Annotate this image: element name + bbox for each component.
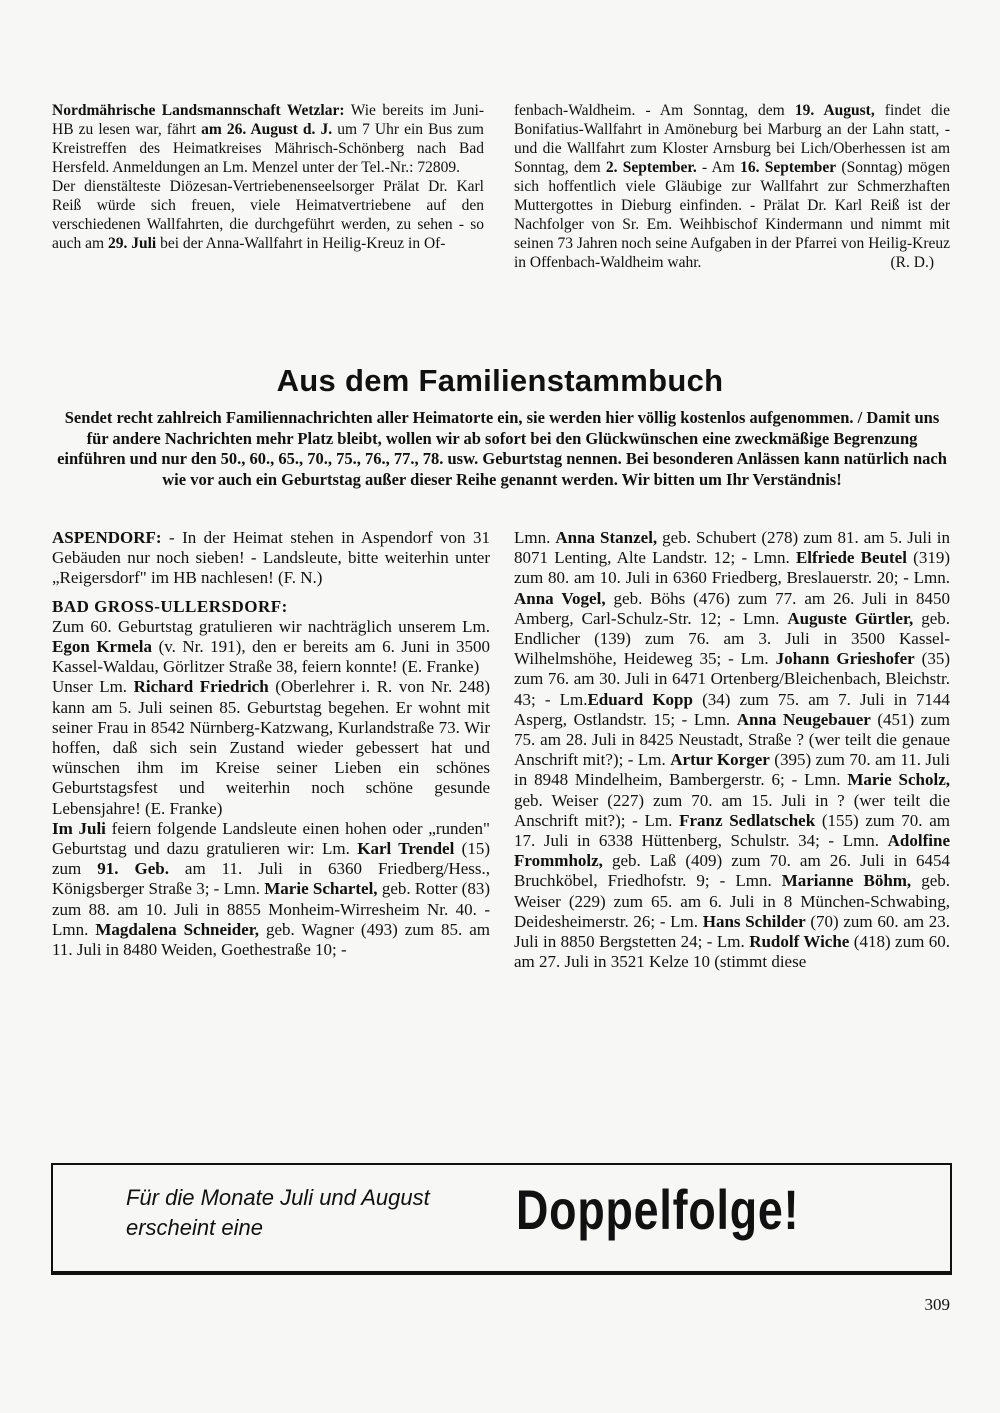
page-number: 309 — [924, 1295, 950, 1314]
top-right-text — [514, 101, 950, 272]
bold-text: Nordmährische Landsmannschaft Wetzlar: — [52, 102, 345, 119]
text-run: - Am — [696, 159, 741, 176]
banner-text — [126, 1183, 430, 1243]
text-run: findet die Bonifatius-Wallfahrt in Amöneburg bei Marburg an der Lahn statt, - und die Wallfahrt zum Kloster Arnsburg bei Lich/Oberhessen ist am Sonntag, dem — [514, 102, 950, 176]
bold-text: am 26. August d. J. — [201, 121, 333, 138]
text-run: bei der Anna-Wallfahrt in Heilig-Kreuz in Of- — [156, 235, 446, 252]
text-run: geb. Rotter (83) zum 88. am 10. Juli in 8855 Monheim-Wirresheim Nr. 40. - Lmn. — [52, 879, 490, 939]
text-run: um 7 Uhr ein Bus zum Kreistreffen des Heimatkreises Mährisch-Schönberg nach Bad Hersfeld. Anmeldungen an Lm. Menzel unter der Tel.-Nr.: 72809. — [52, 121, 484, 176]
text-run: am 11. Juli in 6360 Friedberg/Hess., Königsberger Straße 3; - Lmn. — [52, 859, 490, 899]
bold-text: Marie Schartel, — [264, 879, 378, 899]
author-signature: (R. D.) — [890, 254, 934, 271]
bold-text: Marie Scholz, — [847, 770, 950, 790]
text-run: (418) zum 60. am 27. Juli in 3521 Kelze 10 (stimmt diese — [514, 932, 950, 972]
paragraph — [52, 528, 490, 589]
top-left-column — [52, 101, 484, 253]
text-run: (Sonntag) mögen sich hoffentlich viele Gläubige zur Wallfahrt zur Schmerzhaften Muttergottes in Dieburg einfinden. - Prälat Dr. Karl Reiß ist der Nachfolger von Sr. Em. Weihbischof Kindermann und nimmt mit seinen 73 Jahren noch seine Aufgaben in der Pfarrei von Heilig-Kreuz in Offenbach-Waldheim wahr. — [514, 159, 950, 271]
paragraph — [52, 677, 490, 818]
bold-text: 16. September — [740, 159, 837, 176]
text-run: geb. Endlicher (139) zum 76. am 3. Juli in 3500 Kassel-Wilhelmshöhe, Heideweg 35; - Lm. — [514, 608, 950, 669]
bold-text: ASPENDORF: — [52, 528, 162, 547]
top-right-column — [514, 101, 950, 272]
bold-text: Auguste Gürtler, — [787, 608, 914, 628]
bold-text: Magdalena Schneider, — [95, 919, 259, 939]
paragraph — [52, 177, 484, 253]
text-run: geb. Laß (409) zum 70. am 26. Juli in 6454 Bruchköbel, Friedhofstr. 9; - Lmn. — [514, 851, 950, 891]
bold-text: 91. Geb. — [97, 859, 169, 879]
bold-text: 19. August, — [794, 102, 875, 119]
text-run: Lmn. — [514, 528, 556, 547]
text-run: Unser Lm. — [52, 677, 134, 697]
bold-text: Rudolf Wiche — [749, 932, 850, 952]
bold-text: Elfriede Beutel — [795, 548, 907, 568]
text-run: feiern folgende Landsleute einen hohen oder „runden" Geburtstag und dazu gratulieren wir: Lm. — [52, 818, 490, 859]
bold-text: Artur Korger — [670, 750, 770, 770]
bold-text: Anna Vogel, — [514, 588, 606, 608]
paragraph — [52, 819, 490, 960]
text-run: Wie bereits im Juni-HB zu lesen war, fährt — [52, 102, 485, 138]
text-run: Zum 60. Geburtstag gratulieren wir nachträglich unserem Lm. — [52, 616, 490, 636]
text-run: geb. Weiser (229) zum 65. am 6. Juli in 8 München-Schwabing, Deidesheimerstr. 26; - Lm. — [514, 871, 950, 931]
text-run: geb. Böhs (476) zum 77. am 26. Juli in 8450 Amberg, Carl-Schulz-Str. 12; - Lmn. — [514, 588, 950, 628]
bold-text: Egon Krmela — [52, 637, 153, 657]
main-left-column — [52, 528, 490, 960]
bold-text: Adolfine Frommholz, — [514, 831, 950, 871]
text-run: (451) zum 75. am 28. Juli in 8425 Neustadt, Straße ? (wer teilt die genaue Anschrift mit?); - Lm. — [514, 709, 950, 770]
bold-text: Franz Sedlatschek — [679, 810, 816, 830]
bold-text: Anna Neugebauer — [736, 709, 871, 729]
paragraph — [52, 101, 484, 177]
text-run: (395) zum 70. am 11. Juli in 8948 Mindelheim, Bambergerstr. 6; - Lmn. — [514, 750, 950, 790]
paragraph — [514, 528, 950, 972]
banner-headline: Doppelfolge! — [516, 1178, 800, 1241]
text-run: (35) zum 76. am 30. Juli in 6471 Ortenberg/Bleichenbach, Bleichstr. 43; - Lm. — [514, 649, 950, 709]
announcement-banner — [51, 1163, 952, 1275]
text-run: fenbach-Waldheim. - Am Sonntag, dem — [514, 102, 795, 119]
bold-text: Hans Schilder — [702, 911, 806, 931]
bold-text: Johann Grieshofer — [775, 649, 915, 669]
text-run: (155) zum 70. am 17. Juli in 6338 Hüttenberg, Schulstr. 34; - Lmn. — [514, 810, 951, 851]
text-run: (v. Nr. 191), den er bereits am 6. Juni in 3500 Kassel-Waldau, Görlitzer Straße 38, feiern konnte! (E. Franke) — [52, 637, 490, 677]
notice-text: Sendet recht zahlreich Familiennachrichten aller Heimatorte ein, sie werden hier völlig kostenlos aufgenommen. / Damit uns für andere Nachrichten mehr Platz bleibt, wollen wir ab sofort bei den Glückwünschen eine zweckmäßige Begrenzung einführen und nur den 50., 60., 65., 70., 75., 76., 77., 78. usw. Geburtstag nennen. Bei besonderen Anlässen kann natürlich nach wie vor auch ein Geburtstag außer dieser Reihe genannt werden. Wir bitten um Ihr Verständnis! — [57, 408, 947, 489]
bold-text: 29. Juli — [107, 235, 157, 252]
banner-line-2: erscheint eine — [126, 1215, 263, 1240]
text-run: geb. Schubert (278) zum 81. am 5. Juli in 8071 Lenting, Alte Landstr. 12; - Lmn. — [514, 528, 951, 568]
bold-text: 2. September. — [605, 159, 697, 176]
text-run: (70) zum 60. am 23. Juli in 8850 Bergstetten 24; - Lm. — [514, 911, 950, 952]
paragraph — [52, 617, 490, 678]
text-run: (319) zum 80. am 10. Juli in 6360 Friedberg, Breslauerstr. 20; - Lmn. — [514, 548, 951, 588]
bold-text: Eduard Kopp — [587, 689, 693, 709]
bold-text: Anna Stanzel, — [555, 528, 658, 547]
text-run: Der dienstälteste Diözesan-Vertriebenenseelsorger Prälat Dr. Karl Reiß würde sich freuen, viele Heimatvertriebene auf den verschiedenen Wallfahrten, die durchgeführt werden, zu sehen - so auch am — [52, 178, 484, 252]
section-heading: BAD GROSS-ULLERSDORF: — [52, 596, 288, 616]
text-run: (34) zum 75. am 7. Juli in 7144 Asperg, Ostlandstr. 15; - Lmn. — [514, 689, 950, 729]
bold-text: Richard Friedrich — [133, 677, 269, 697]
main-right-column — [514, 528, 950, 972]
section-title: Aus dem Familienstammbuch — [276, 363, 724, 398]
banner-line-1: Für die Monate Juli und August — [126, 1185, 430, 1210]
bold-text: Marianne Böhm, — [781, 871, 912, 891]
text-run: (15) zum — [52, 839, 490, 879]
text-run: - In der Heimat stehen in Aspendorf von 31 Gebäuden nur noch sieben! - Landsleute, bitte weiterhin unter „Reigersdorf" im HB nachlesen! (F. N.) — [52, 528, 490, 588]
text-run: (Oberlehrer i. R. von Nr. 248) kann am 5. Juli seinen 85. Geburtstag begehen. Er wohnt mit seiner Frau in 8542 Nürnberg-Katzwang, Kurlandstraße 73. Wir hoffen, daß sich sein Zustand wieder gebessert hat und wünschen ihm im Kreise seiner Lieben ein schönes Geburtstagsfest und weiterhin noch schöne gesunde Lebensjahre! (E. Franke) — [52, 677, 490, 818]
section-gap — [52, 589, 490, 597]
paragraph — [514, 101, 950, 272]
bold-text: Im Juli — [52, 818, 106, 838]
text-run: geb. Wagner (493) zum 85. am 11. Juli in 8480 Weiden, Goethestraße 10; - — [52, 919, 490, 960]
bold-text: Karl Trendel — [357, 839, 455, 859]
text-run: geb. Weiser (227) zum 70. am 15. Juli in ? (wer teilt die Anschrift mit?); - Lm. — [514, 790, 950, 830]
